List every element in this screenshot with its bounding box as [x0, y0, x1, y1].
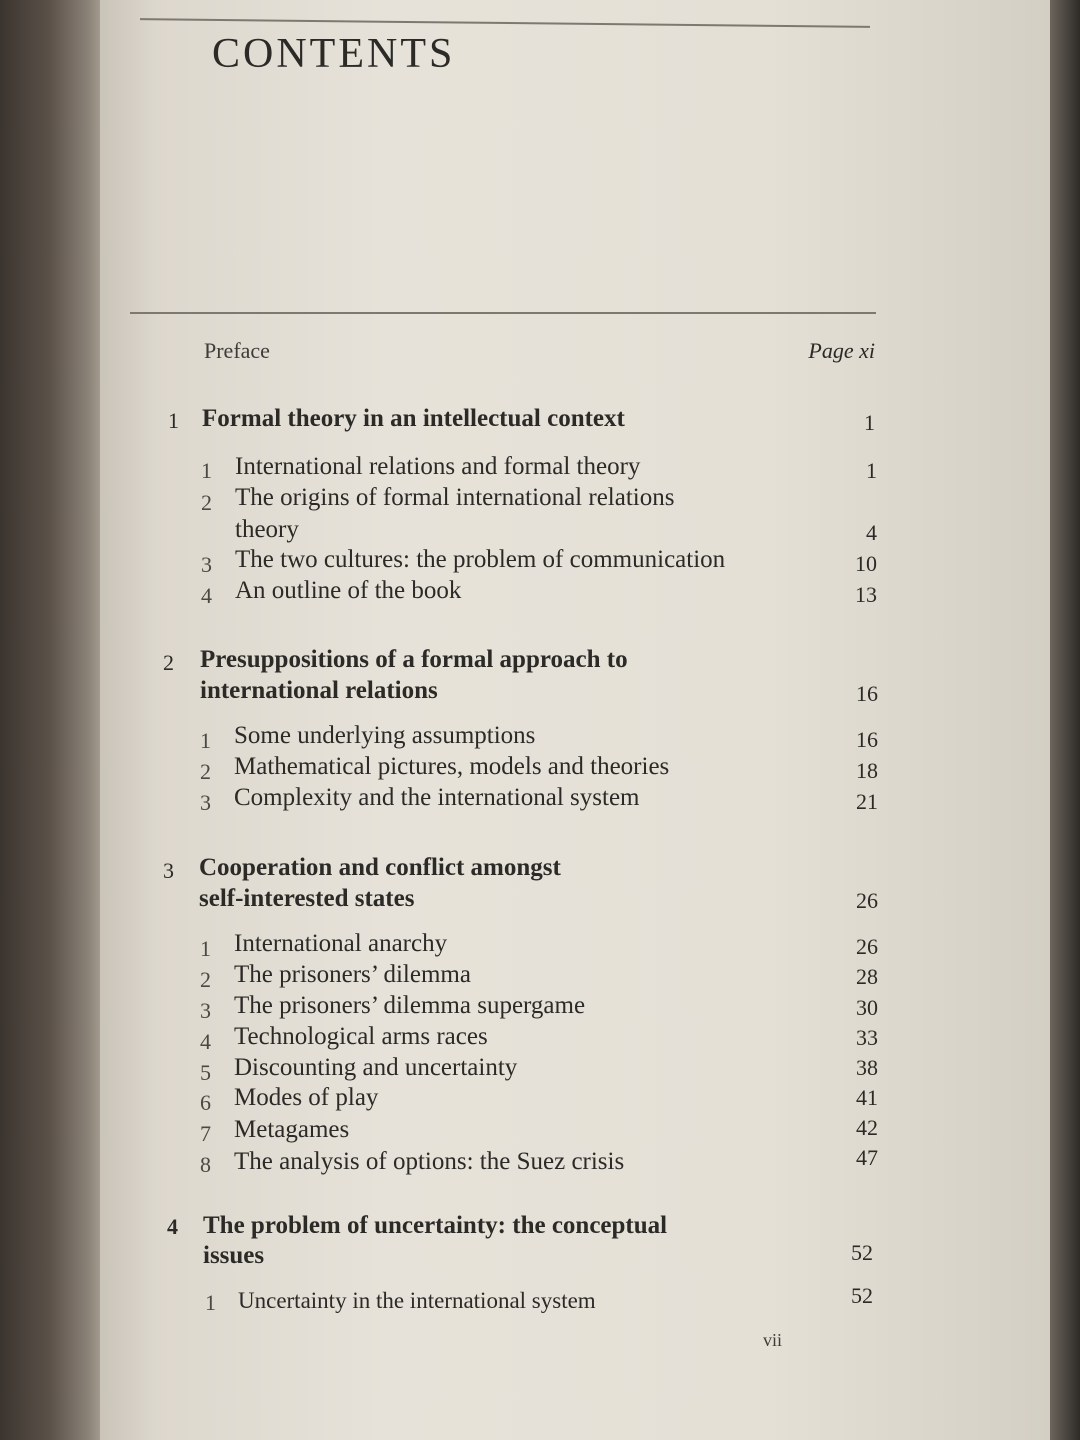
chapter-title: The problem of uncertainty: the conceptual	[203, 1212, 668, 1239]
section-title: International relations and formal theory	[235, 453, 641, 480]
section-number: 3	[200, 790, 211, 815]
section-title: Uncertainty in the international system	[238, 1288, 596, 1313]
section-page: 52	[851, 1283, 873, 1308]
section-page: 33	[856, 1025, 878, 1050]
section-title: The analysis of options: the Suez crisis	[234, 1148, 625, 1175]
section-number: 3	[200, 998, 211, 1023]
section-page: 1	[866, 458, 877, 483]
chapter-title: Formal theory in an intellectual context	[202, 405, 625, 432]
section-title: The prisoners’ dilemma supergame	[234, 992, 586, 1019]
section-page: 30	[856, 995, 878, 1020]
chapter-number: 1	[168, 408, 179, 433]
section-page: 41	[856, 1085, 878, 1110]
section-title: The prisoners’ dilemma	[234, 961, 471, 988]
section-number: 1	[201, 458, 212, 483]
section-page: 13	[855, 582, 877, 607]
book-page	[100, 0, 1050, 1440]
chapter-page: 26	[856, 888, 878, 913]
section-title-continued: theory	[235, 516, 299, 543]
top-rule	[140, 18, 870, 28]
page-folio: vii	[763, 1330, 783, 1350]
section-page: 18	[856, 758, 878, 783]
chapter-number: 4	[167, 1214, 178, 1239]
section-page: 42	[856, 1115, 878, 1140]
chapter-page: 52	[851, 1240, 873, 1265]
chapter-title-continued: international relations	[200, 677, 438, 704]
section-number: 3	[201, 552, 212, 577]
section-title: Mathematical pictures, models and theories	[234, 753, 670, 780]
section-number: 2	[200, 967, 211, 992]
section-number: 1	[200, 728, 211, 753]
book-spine-shadow	[0, 0, 110, 1440]
section-number: 8	[200, 1152, 211, 1177]
contents-heading: CONTENTS	[212, 31, 456, 77]
section-page: 4	[866, 520, 877, 545]
section-page: 16	[856, 727, 878, 752]
chapter-title: Presuppositions of a formal approach to	[200, 646, 628, 673]
section-title: The two cultures: the problem of communication	[235, 546, 726, 573]
section-title: An outline of the book	[235, 577, 462, 604]
section-title: Discounting and uncertainty	[234, 1054, 518, 1081]
preface-label: Preface	[204, 338, 270, 363]
chapter-number: 3	[163, 858, 174, 883]
chapter-number: 2	[163, 650, 174, 675]
chapter-page: 16	[856, 681, 878, 706]
section-number: 4	[201, 583, 212, 608]
section-page: 21	[856, 789, 878, 814]
section-title: Complexity and the international system	[234, 784, 640, 811]
section-number: 4	[200, 1029, 211, 1054]
section-page: 38	[856, 1055, 878, 1080]
section-rule	[130, 312, 876, 314]
section-page: 28	[856, 964, 878, 989]
section-number: 5	[200, 1060, 211, 1085]
section-page: 10	[855, 551, 877, 576]
section-number: 2	[201, 490, 212, 515]
section-title: Metagames	[234, 1116, 350, 1143]
section-number: 1	[200, 936, 211, 961]
section-title: Some underlying assumptions	[234, 722, 536, 749]
section-title: Modes of play	[234, 1084, 379, 1111]
chapter-title-continued: issues	[203, 1242, 265, 1269]
chapter-page: 1	[864, 410, 875, 435]
section-number: 6	[200, 1090, 211, 1115]
section-number: 2	[200, 759, 211, 784]
preface-page: Page xi	[808, 338, 875, 363]
section-number: 7	[200, 1121, 211, 1146]
section-page: 26	[856, 934, 878, 959]
section-title: The origins of formal international relations	[235, 484, 675, 511]
chapter-title: Cooperation and conflict amongst	[199, 854, 561, 881]
section-page: 47	[856, 1145, 878, 1170]
section-title: International anarchy	[234, 930, 448, 957]
page-edge-shadow	[1050, 0, 1080, 1440]
section-number: 1	[205, 1290, 216, 1315]
chapter-title-continued: self-interested states	[199, 885, 415, 912]
section-title: Technological arms races	[234, 1023, 488, 1050]
